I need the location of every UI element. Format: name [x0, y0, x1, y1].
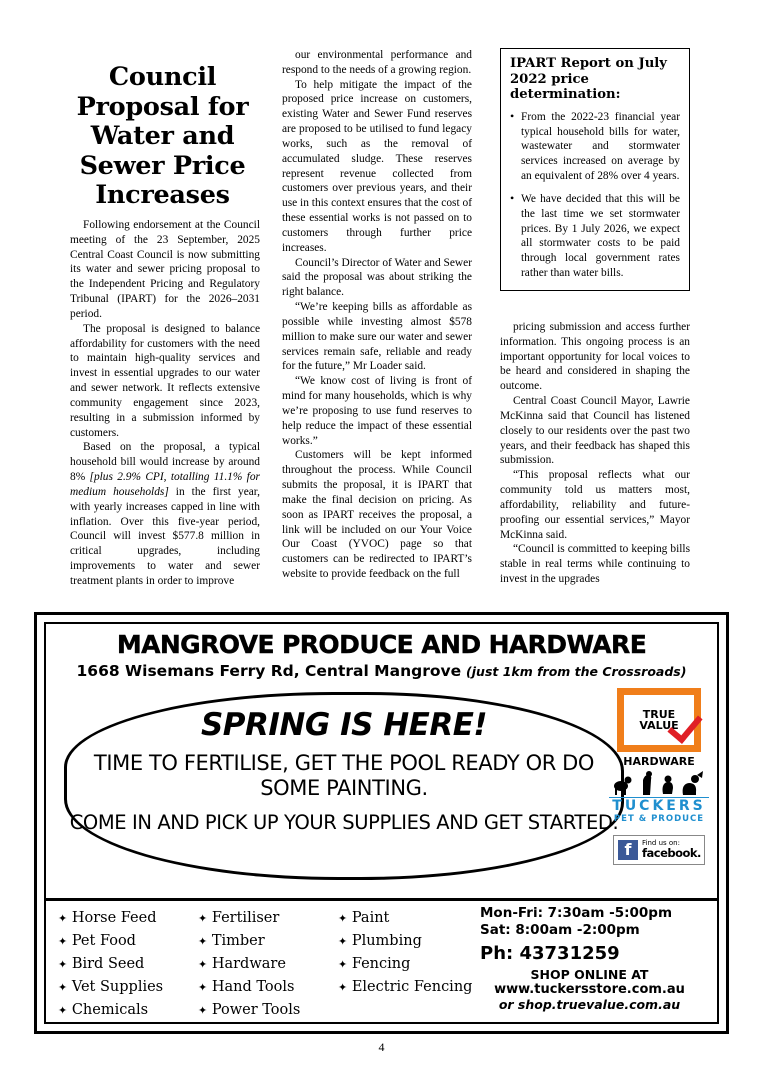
true-value-line-2: VALUE [639, 719, 679, 732]
paragraph: Central Coast Council Mayor, Lawrie McKinna said that Council has listened closely to our residents over the past two years, and their feedback has shaped this submission. [500, 395, 690, 467]
product-label: Bird Seed [71, 955, 145, 972]
shop-online-label: SHOP ONLINE AT [530, 966, 649, 982]
advertisement [34, 612, 729, 1034]
product-list [58, 907, 478, 1022]
ipart-bullet-item [510, 110, 680, 184]
product-label: Power Tools [211, 1001, 301, 1018]
article-column-3 [500, 320, 690, 587]
product-column-2 [198, 907, 338, 1022]
list-item [338, 930, 478, 953]
ad-business-name: MANGROVE PRODUCE AND HARDWARE [116, 630, 647, 659]
list-item [58, 907, 198, 930]
product-label: Timber [211, 932, 265, 949]
diamond-icon: ✦ [338, 912, 348, 925]
ipart-box-title: IPART Report on July 2022 price determination: [510, 56, 667, 103]
paragraph: “Council is committed to keeping bills stable in real terms while continuing to invest in the upgrades [500, 543, 690, 586]
ipart-bullet-text: From the 2022-23 financial year typical household bills for water, wastewater and stormwater services increased on average by an equivalent of 28% over 4 years. [521, 110, 680, 183]
paragraph: “We know cost of living is front of mind for many households, which is why we’re proposing to use fund reserves to help reduce the impact of these essential works.” [282, 375, 472, 447]
ad-message-blob [64, 692, 624, 880]
facebook-icon[interactable]: f [618, 840, 638, 860]
diamond-icon: ✦ [58, 980, 68, 994]
product-label: Fencing [351, 955, 411, 972]
diamond-icon: ✦ [58, 934, 68, 948]
list-item [198, 907, 338, 930]
ad-address: 1668 Wisemans Ferry Rd, Central Mangrove [76, 662, 462, 680]
diamond-icon: ✦ [198, 1003, 208, 1017]
paragraph: “We’re keeping bills as affordable as possible while investing almost $578 million to make sure our water and sewer services remain safe, reliable and ready for the future,” Mr Loader said. [282, 301, 472, 373]
article-column-2 [282, 48, 472, 582]
ad-message-line-3: COME IN AND PICK UP YOUR SUPPLIES AND GET STARTED. [69, 810, 619, 834]
list-item [338, 976, 478, 999]
paragraph: “This proposal reflects what our community told us matters most, affordability, reliability and future-proofing our essential services,” Mayor McKinna said. [500, 469, 690, 541]
animals-svg [611, 766, 707, 796]
diamond-icon: ✦ [58, 1003, 68, 1017]
true-value-line-1: TRUE [642, 708, 676, 721]
article-region [34, 30, 729, 595]
ipart-bullet-item [510, 192, 680, 281]
phone-number: Ph: 43731259 [480, 942, 620, 964]
diamond-icon: ✦ [58, 957, 68, 971]
list-item [58, 999, 198, 1022]
paragraph: The proposal is designed to balance affordability for customers with the need to maintain high-quality services and invest in essential upgrades to our water and sewer network. It reflects extensive community engagement since 2023, resulting in a submission informed by customers. [70, 322, 260, 439]
list-item [338, 907, 478, 930]
animal-silhouettes-icon [609, 766, 709, 796]
ad-address-line [46, 662, 717, 680]
list-item [198, 976, 338, 999]
product-label: Hand Tools [211, 978, 295, 995]
list-item [58, 930, 198, 953]
diamond-icon: ✦ [198, 934, 208, 948]
ad-message-line-2: TIME TO FERTILISE, GET THE POOL READY OR DO SOME PAINTING. [93, 751, 595, 800]
tuckers-logo [609, 766, 709, 824]
facebook-label: facebook. [642, 846, 701, 861]
ad-top-section [46, 630, 717, 901]
facebook-find-us: Find us on: [642, 839, 680, 848]
paragraph: Council’s Director of Water and Sewer said the proposal was about striking the right balance. [282, 256, 472, 299]
list-item [198, 999, 338, 1022]
bullet-icon: • [510, 190, 515, 205]
ipart-bullet-list [510, 110, 680, 281]
product-label: Pet Food [71, 932, 136, 949]
paragraph: Based on the proposal, a typical household bill would increase by around 8% [plus 2.9% CPI, totalling 11.1% for medium households] in the first year, with yearly increases capped in line with inflation. Over this five-year period, Council will invest $577.8 million in critical upgrades, including improvements to water and sewer treatment plants in order to improve [70, 441, 260, 587]
website-url-primary[interactable]: www.tuckersstore.com.au [494, 981, 685, 997]
bullet-icon: • [510, 108, 515, 123]
product-label: Paint [351, 910, 390, 926]
paragraph: our environmental performance and respond to the needs of a growing region. [282, 49, 472, 76]
ad-bottom-section [46, 901, 717, 1031]
contact-block [472, 905, 707, 1012]
website-url-secondary[interactable]: or shop.truevalue.com.au [498, 996, 681, 1012]
ad-inner-border [44, 622, 719, 1024]
tuckers-name: TUCKERS [609, 797, 709, 814]
product-label: Fertiliser [211, 910, 280, 926]
ad-headline: SPRING IS HERE! [200, 707, 488, 743]
diamond-icon: ✦ [198, 980, 208, 994]
true-value-caption: HARDWARE [623, 755, 695, 768]
tuckers-tagline: PET & PRODUCE [613, 814, 705, 824]
product-column-1 [58, 907, 198, 1022]
true-value-logo [617, 688, 701, 768]
opening-hours-saturday: Sat: 8:00am -2:00pm [480, 921, 640, 938]
product-label: Hardware [211, 955, 286, 972]
list-item [198, 953, 338, 976]
diamond-icon: ✦ [198, 912, 208, 925]
ipart-report-box [500, 48, 690, 291]
ad-address-note: (just 1km from the Crossroads) [466, 664, 687, 679]
paragraph: Customers will be kept informed throughout the process. While Council submits the proposal, it is IPART that make the final decision on pricing. As soon as IPART receives the proposal, a link will be included on our Your Voice Our Coast (YVOC) page so that customers can be redirected to IPART’s website to provide feedback on the full [282, 449, 472, 580]
opening-hours-weekday: Mon-Fri: 7:30am -5:00pm [480, 905, 673, 921]
list-item [58, 976, 198, 999]
product-label: Horse Feed [71, 910, 157, 926]
product-label: Vet Supplies [71, 978, 164, 995]
facebook-badge[interactable] [613, 835, 705, 865]
paragraph: pricing submission and access further information. This ongoing process is an important opportunity for local voices to be heard and considered in shaping the outcome. [500, 321, 690, 393]
diamond-icon: ✦ [338, 934, 348, 948]
page-title: Council Proposal for Water and Sewer Price Increases [76, 62, 249, 211]
paragraph: Following endorsement at the Council meeting of the 23 September, 2025 Central Coast Council is now submitting its water and sewer pricing proposal to the Independent Pricing and Regulatory Tribunal (IPART) for the 2026–2031 period. [70, 219, 260, 320]
paragraph: To help mitigate the impact of the proposed price increase on customers, existing Water and Sewer Fund reserves are proposed to be utilised to fund legacy works, such as the removal of accumulated sludge. These reserves represent revenue collected from customers over previous years, and their use in this context ensures that the cost of these essential works is not passed on to customers through further price increases. [282, 78, 472, 254]
list-item [198, 930, 338, 953]
list-item [58, 953, 198, 976]
product-column-3 [338, 907, 478, 1022]
product-label: Chemicals [71, 1001, 149, 1018]
product-label: Electric Fencing [351, 978, 473, 995]
facebook-text [642, 839, 701, 860]
article-column-1 [70, 218, 260, 589]
diamond-icon: ✦ [198, 957, 208, 971]
diamond-icon: ✦ [338, 957, 348, 971]
diamond-icon: ✦ [338, 980, 348, 994]
product-label: Plumbing [351, 932, 422, 949]
diamond-icon: ✦ [58, 912, 68, 925]
page-number: 4 [378, 1040, 385, 1054]
list-item [338, 953, 478, 976]
ipart-bullet-text: We have decided that this will be the last time we set stormwater prices. By 1 July 2026, we expect all stormwater costs to be paid through local government rates rather than water bills. [521, 192, 680, 280]
true-value-box [617, 688, 701, 752]
